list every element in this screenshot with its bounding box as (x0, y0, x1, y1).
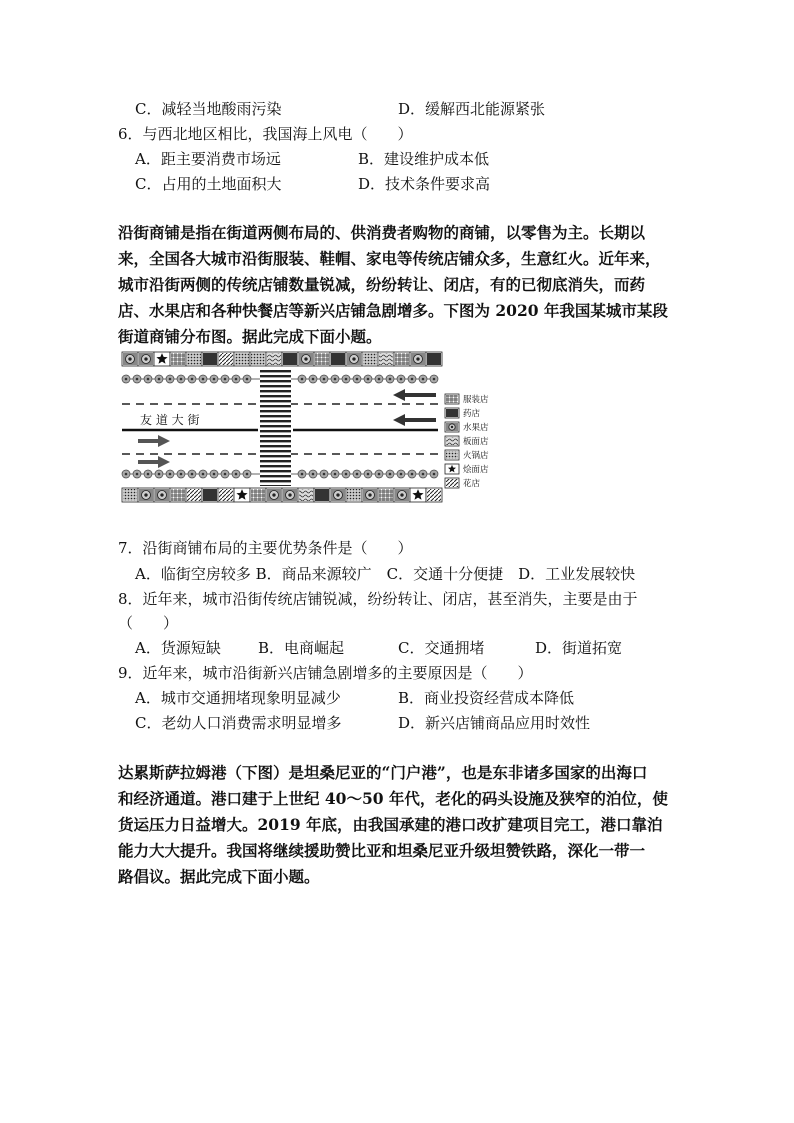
q9-option-b: B．商业投资经营成本降低 (398, 689, 575, 707)
shop-cell (314, 488, 330, 502)
shop-cell (314, 352, 330, 366)
wave-icon (445, 436, 459, 446)
shop-cell (186, 488, 202, 502)
legend-label: 火锅店 (463, 451, 489, 461)
legend-item (445, 450, 489, 461)
dots-icon (445, 450, 459, 460)
q5-option-d: D．缓解西北能源紧张 (398, 100, 546, 118)
q9-option-c: C．老幼人口消费需求明显增多 (135, 714, 342, 732)
q5-option-c: C．减轻当地酸雨污染 (135, 100, 282, 118)
tree-icon (122, 470, 130, 478)
shop-cell (346, 352, 362, 366)
tree-icon (320, 375, 328, 383)
passage-line: 来，全国各大城市沿街服装、鞋帽、家电等传统店铺众多，生意红火。近年来， (118, 249, 661, 268)
tree-icon (166, 375, 174, 383)
arrow-left-icon (393, 414, 436, 426)
tree-icon (232, 470, 240, 478)
tree-icon (342, 470, 350, 478)
circle-icon (445, 422, 459, 432)
tree-icon (430, 375, 438, 383)
shop-cell (266, 488, 282, 502)
tree-icon (419, 470, 427, 478)
tree-icon (342, 375, 350, 383)
shop-cell (378, 352, 394, 366)
passage-line: 达累斯萨拉姆港（下图）是坦桑尼亚的“门户港”，也是东非诸多国家的出海口 (118, 763, 648, 782)
tree-icon (364, 375, 372, 383)
passage-line: 城市沿街两侧的传统店铺数量锐减，纷纷转让、闭店，有的已彻底消失，而药 (118, 275, 646, 294)
passage-street-shops (118, 220, 678, 350)
passage-line: 街道商铺分布图。据此完成下面小题。 (118, 327, 382, 346)
legend-item (445, 478, 481, 489)
tree-icon (243, 375, 251, 383)
shop-cell (410, 352, 426, 366)
tree-icon (331, 470, 339, 478)
passage-line: 和经济通道。港口建于上世纪 40～50 年代，老化的码头设施及狭窄的泊位，使 (118, 789, 668, 808)
tree-icon (177, 375, 185, 383)
q7-options: A．临街空房较多 B．商品来源较广 C．交通十分便捷 D．工业发展较快 (135, 565, 636, 583)
legend-label: 药店 (463, 409, 481, 419)
shop-cell (154, 352, 170, 366)
shop-cell (426, 352, 442, 366)
legend-item (445, 436, 489, 447)
tree-icon (221, 375, 229, 383)
tree-icon (397, 375, 405, 383)
tree-icon (386, 375, 394, 383)
shop-cell (218, 488, 234, 502)
q6-option-d: D．技术条件要求高 (358, 175, 491, 193)
shop-cell (282, 488, 298, 502)
tree-icon (199, 375, 207, 383)
figure-legend (445, 394, 489, 489)
tree-icon (232, 375, 240, 383)
arrow-right-icon (138, 435, 170, 447)
q9-option-a: A．城市交通拥堵现象明显减少 (135, 689, 341, 707)
shop-cell (346, 488, 362, 502)
shop-cell (330, 488, 346, 502)
solid-icon (445, 408, 459, 418)
tree-icon (155, 375, 163, 383)
tree-icon (144, 470, 152, 478)
legend-item (445, 408, 481, 419)
passage-line: 货运压力日益增大。2019 年底，由我国承建的港口改扩建项目完工，港口靠泊 (118, 815, 663, 834)
shop-cell (202, 352, 218, 366)
shop-cell (250, 352, 266, 366)
shop-cell (154, 488, 170, 502)
shop-cell (250, 488, 266, 502)
tree-icon (210, 375, 218, 383)
arrow-right-icon (138, 456, 170, 468)
q8-stem: 8．近年来，城市沿街传统店铺锐减，纷纷转让、闭店，甚至消失，主要是由于 (118, 590, 638, 608)
q6-option-b: B．建设维护成本低 (358, 150, 490, 168)
shop-cell (122, 352, 138, 366)
grid-icon (445, 394, 459, 404)
q8-option-d: D．街道拓宽 (535, 639, 623, 657)
shop-cell (330, 352, 346, 366)
shop-cell (298, 488, 314, 502)
tree-icon (166, 470, 174, 478)
street-name-label: 友 道 大 街 (140, 413, 200, 427)
shop-cell (202, 488, 218, 502)
passage-line: 路倡议。据此完成下面小题。 (118, 867, 320, 886)
tree-icon (133, 375, 141, 383)
shop-cell (282, 352, 298, 366)
tree-icon (298, 375, 306, 383)
tree-icon (188, 375, 196, 383)
tree-icon (122, 375, 130, 383)
shop-cell (426, 488, 442, 502)
passage-line: 沿街商铺是指在街道两侧布局的、供消费者购物的商铺，以零售为主。长期以 (118, 223, 646, 242)
q9-stem: 9．近年来，城市沿街新兴店铺急剧增多的主要原因是（ ） (118, 664, 533, 682)
legend-label: 水果店 (463, 423, 489, 433)
legend-item (445, 394, 489, 405)
tree-icon (419, 375, 427, 383)
tree-icon (199, 470, 207, 478)
q8-stem-cont: （ ） (118, 614, 179, 632)
star-icon (445, 464, 459, 474)
shop-cell (362, 352, 378, 366)
passage-line: 能力大大提升。我国将继续援助赞比亚和坦桑尼亚升级坦赞铁路，深化一带一 (118, 841, 646, 860)
q6-stem: 6．与西北地区相比，我国海上风电（ ） (118, 125, 413, 143)
tree-icon (408, 470, 416, 478)
shop-cell (298, 352, 314, 366)
tree-icon (353, 375, 361, 383)
legend-label: 服装店 (463, 395, 489, 405)
legend-label: 板面店 (463, 437, 489, 447)
tree-icon (133, 470, 141, 478)
tree-icon (331, 375, 339, 383)
arrow-left-icon (393, 389, 436, 401)
tree-icon (430, 470, 438, 478)
bottom-shop-row (122, 488, 442, 502)
shop-cell (138, 352, 154, 366)
tree-icon (353, 470, 361, 478)
q7-stem: 7．沿街商铺布局的主要优势条件是（ ） (118, 539, 413, 557)
legend-item (445, 422, 489, 433)
tree-icon (408, 375, 416, 383)
tree-icon (397, 470, 405, 478)
shop-cell (122, 488, 138, 502)
tree-icon (375, 375, 383, 383)
crosswalk (260, 368, 291, 486)
shop-cell (378, 488, 394, 502)
tree-icon (309, 470, 317, 478)
shop-cell (234, 488, 250, 502)
q8-option-b: B．电商崛起 (258, 639, 345, 657)
tree-icon (298, 470, 306, 478)
q6-option-c: C．占用的土地面积大 (135, 175, 282, 193)
shop-cell (234, 352, 250, 366)
legend-item (445, 464, 489, 475)
tree-icon (221, 470, 229, 478)
q8-option-a: A．货源短缺 (135, 639, 221, 657)
tree-icon (375, 470, 383, 478)
shop-cell (170, 488, 186, 502)
passage-dar-es-salaam (118, 760, 678, 890)
diagonal-icon (445, 478, 459, 488)
passage-line: 店、水果店和各种快餐店等新兴店铺急剧增多。下图为 2020 年我国某城市某段 (118, 301, 668, 320)
shop-cell (410, 488, 426, 502)
tree-icon (309, 375, 317, 383)
tree-icon (177, 470, 185, 478)
q6-option-a: A．距主要消费市场远 (135, 150, 281, 168)
shop-cell (138, 488, 154, 502)
shop-cell (362, 488, 378, 502)
q9-option-d: D．新兴店铺商品应用时效性 (398, 714, 591, 732)
legend-label: 花店 (463, 479, 481, 489)
legend-label: 烩面店 (463, 465, 489, 475)
q8-option-c: C．交通拥堵 (398, 639, 485, 657)
shop-cell (394, 488, 410, 502)
tree-icon (144, 375, 152, 383)
tree-icon (243, 470, 251, 478)
street-shop-diagram (118, 350, 503, 508)
shop-cell (186, 352, 202, 366)
tree-icon (155, 470, 163, 478)
shop-cell (170, 352, 186, 366)
top-shop-row (122, 352, 442, 366)
tree-icon (210, 470, 218, 478)
tree-icon (188, 470, 196, 478)
tree-icon (364, 470, 372, 478)
tree-icon (320, 470, 328, 478)
tree-icon (386, 470, 394, 478)
shop-cell (266, 352, 282, 366)
shop-cell (218, 352, 234, 366)
shop-cell (394, 352, 410, 366)
